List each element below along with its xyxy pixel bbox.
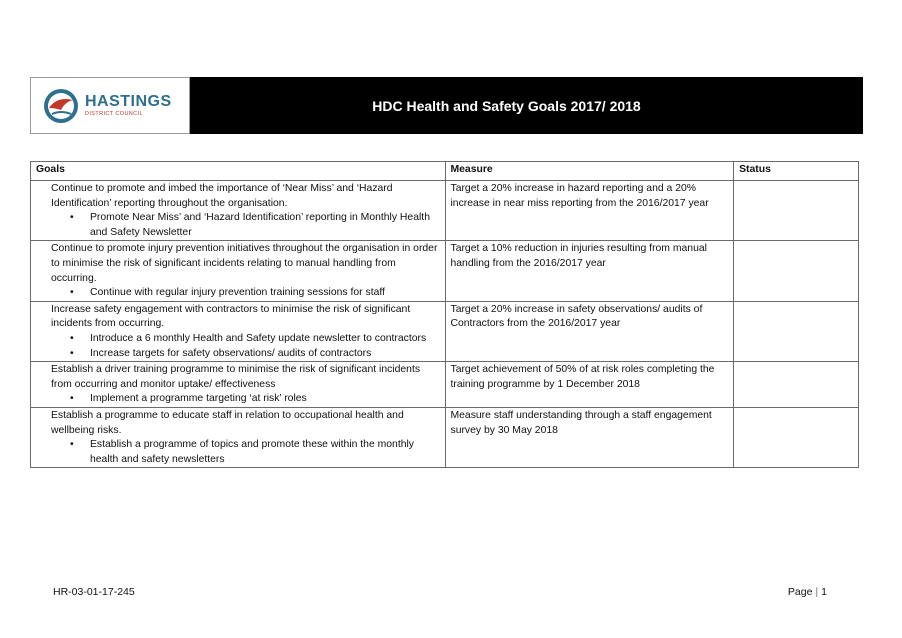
table-row	[31, 407, 859, 467]
goal-bullet: • Introduce a 6 monthly Health and Safety update newsletter to contractors	[36, 332, 440, 347]
table-row	[31, 181, 859, 241]
goal-text: Establish a driver training programme to minimise the risk of significant incidents from occurring and monitor uptake/ effectiveness	[51, 364, 421, 390]
column-header-status: Status	[734, 162, 859, 181]
column-header-goals: Goals	[31, 162, 446, 181]
goal-bullet: • Implement a programme targeting ‘at risk’ roles	[36, 392, 440, 407]
goal-text: Continue to promote and imbed the importance of ‘Near Miss’ and ‘Hazard Identification’ reporting throughout the organisation.	[51, 183, 393, 209]
status-cell	[734, 301, 859, 361]
goal-cell	[31, 241, 446, 301]
goal-text: Continue to promote injury prevention initiatives throughout the organisation in order to minimise the risk of significant incidents relating to manual handling from occurring.	[51, 243, 438, 284]
goal-cell	[31, 407, 446, 467]
table-row	[31, 362, 859, 408]
goal-bullet: • Promote Near Miss’ and ‘Hazard Identification’ reporting in Monthly Health and Safety Newsletter	[36, 211, 440, 240]
goal-bullet: • Establish a programme of topics and promote these within the monthly health and safety newsletters	[36, 438, 440, 467]
logo-subtitle: DISTRICT COUNCIL	[85, 110, 143, 117]
status-cell	[734, 407, 859, 467]
status-cell	[734, 362, 859, 408]
goal-cell	[31, 301, 446, 361]
page-label: Page	[787, 586, 813, 598]
table-row	[31, 301, 859, 361]
table-header-row	[31, 162, 859, 181]
page-number-footer: Page | 1	[787, 586, 827, 598]
column-header-measure: Measure	[445, 162, 734, 181]
goal-text: Establish a programme to educate staff in relation to occupational health and wellbeing risks.	[51, 409, 404, 436]
document-header	[30, 77, 863, 134]
hastings-logo-icon	[43, 88, 79, 124]
status-cell	[734, 181, 859, 241]
goal-bullet: • Continue with regular injury prevention training sessions for staff	[36, 286, 440, 301]
measure-cell: Target a 10% reduction in injuries resulting from manual handling from the 2016/2017 year	[445, 241, 734, 301]
goal-cell	[31, 181, 446, 241]
status-cell	[734, 241, 859, 301]
measure-cell: Measure staff understanding through a staff engagement survey by 30 May 2018	[445, 407, 734, 467]
goal-text: Increase safety engagement with contractors to minimise the risk of significant incidents from occurring.	[51, 303, 411, 330]
table-row	[31, 241, 859, 301]
goal-cell	[31, 362, 446, 408]
page-number: 1	[821, 586, 827, 598]
measure-cell: Target a 20% increase in safety observations/ audits of Contractors from the 2016/2017 year	[445, 301, 734, 361]
council-logo	[30, 77, 190, 134]
goal-bullet: • Increase targets for safety observations/ audits of contractors	[36, 347, 440, 362]
goals-table	[30, 161, 859, 468]
page-title: HDC Health and Safety Goals 2017/ 2018	[190, 77, 863, 134]
measure-cell: Target a 20% increase in hazard reporting and a 20% increase in near miss reporting from the 2016/2017 year	[445, 181, 734, 241]
measure-cell: Target achievement of 50% of at risk roles completing the training programme by 1 December 2018	[445, 362, 734, 408]
document-reference: HR-03-01-17-245	[53, 586, 135, 598]
logo-name: HASTINGS	[85, 92, 172, 110]
